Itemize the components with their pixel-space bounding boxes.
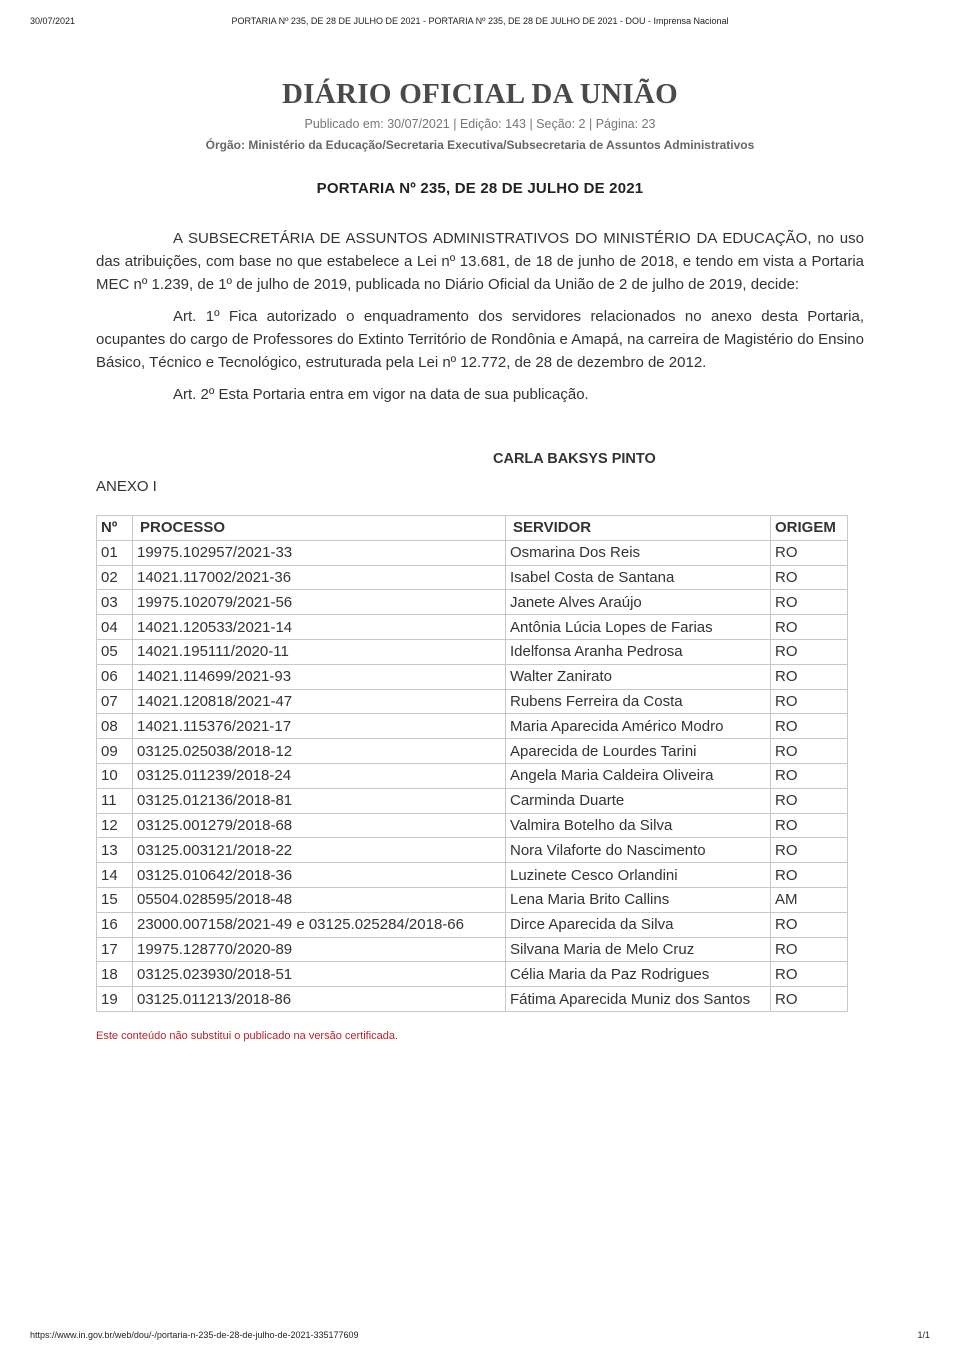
cell-servidor: Fátima Aparecida Muniz dos Santos xyxy=(506,987,771,1012)
cell-origem: RO xyxy=(771,937,848,962)
cell-servidor: Lena Maria Brito Callins xyxy=(506,887,771,912)
cell-servidor: Valmira Botelho da Silva xyxy=(506,813,771,838)
cell-servidor: Walter Zanirato xyxy=(506,664,771,689)
table-header-row xyxy=(97,516,848,541)
cell-servidor: Célia Maria da Paz Rodrigues xyxy=(506,962,771,987)
cell-origem: RO xyxy=(771,838,848,863)
cell-numero: 14 xyxy=(97,863,133,888)
cell-processo: 23000.007158/2021-49 e 03125.025284/2018-66 xyxy=(133,912,506,937)
cell-origem: RO xyxy=(771,739,848,764)
cell-servidor: Antônia Lúcia Lopes de Farias xyxy=(506,615,771,640)
annex-table xyxy=(96,515,848,1012)
masthead xyxy=(0,78,960,153)
cell-servidor: Aparecida de Lourdes Tarini xyxy=(506,739,771,764)
cell-processo: 05504.028595/2018-48 xyxy=(133,887,506,912)
cell-servidor: Dirce Aparecida da Silva xyxy=(506,912,771,937)
cell-processo: 19975.102957/2021-33 xyxy=(133,540,506,565)
table-row xyxy=(97,887,848,912)
table-row xyxy=(97,813,848,838)
cell-processo: 03125.003121/2018-22 xyxy=(133,838,506,863)
table-row xyxy=(97,565,848,590)
cell-origem: RO xyxy=(771,689,848,714)
cell-numero: 01 xyxy=(97,540,133,565)
cell-servidor: Silvana Maria de Melo Cruz xyxy=(506,937,771,962)
cell-origem: RO xyxy=(771,639,848,664)
newspaper-name: DIÁRIO OFICIAL DA UNIÃO xyxy=(281,78,679,110)
cell-processo: 03125.012136/2018-81 xyxy=(133,788,506,813)
cell-processo: 14021.117002/2021-36 xyxy=(133,565,506,590)
cell-numero: 10 xyxy=(97,763,133,788)
cell-numero: 11 xyxy=(97,788,133,813)
cell-processo: 14021.114699/2021-93 xyxy=(133,664,506,689)
cell-processo: 03125.010642/2018-36 xyxy=(133,863,506,888)
table-row xyxy=(97,962,848,987)
table-row xyxy=(97,714,848,739)
cell-servidor: Carminda Duarte xyxy=(506,788,771,813)
cell-origem: RO xyxy=(771,540,848,565)
cell-processo: 03125.023930/2018-51 xyxy=(133,962,506,987)
cell-origem: RO xyxy=(771,962,848,987)
table-row xyxy=(97,763,848,788)
cell-servidor: Maria Aparecida Américo Modro xyxy=(506,714,771,739)
cell-origem: RO xyxy=(771,813,848,838)
cell-processo: 03125.001279/2018-68 xyxy=(133,813,506,838)
cell-servidor: Isabel Costa de Santana xyxy=(506,565,771,590)
table-row xyxy=(97,590,848,615)
cell-numero: 12 xyxy=(97,813,133,838)
cell-processo: 03125.011239/2018-24 xyxy=(133,763,506,788)
cell-numero: 06 xyxy=(97,664,133,689)
cell-processo: 14021.195111/2020-11 xyxy=(133,639,506,664)
cell-processo: 19975.102079/2021-56 xyxy=(133,590,506,615)
cell-numero: 04 xyxy=(97,615,133,640)
cell-origem: RO xyxy=(771,863,848,888)
cell-numero: 18 xyxy=(97,962,133,987)
cell-numero: 08 xyxy=(97,714,133,739)
cell-processo: 19975.128770/2020-89 xyxy=(133,937,506,962)
cell-processo: 14021.115376/2021-17 xyxy=(133,714,506,739)
table-row xyxy=(97,639,848,664)
article-2-paragraph: Art. 2º Esta Portaria entra em vigor na data de sua publicação. xyxy=(173,386,589,403)
cell-servidor: Idelfonsa Aranha Pedrosa xyxy=(506,639,771,664)
print-date: 30/07/2021 xyxy=(30,16,76,26)
page-number: 1/1 xyxy=(917,1330,930,1340)
table-row xyxy=(97,838,848,863)
header-origem: ORIGEM xyxy=(771,516,848,541)
cell-servidor: Luzinete Cesco Orlandini xyxy=(506,863,771,888)
cell-processo: 03125.011213/2018-86 xyxy=(133,987,506,1012)
certification-disclaimer: Este conteúdo não substitui o publicado na versão certificada. xyxy=(96,1030,399,1042)
print-footer xyxy=(0,1330,960,1344)
header-processo: PROCESSO xyxy=(133,516,506,541)
table-row xyxy=(97,912,848,937)
publication-info: Publicado em: 30/07/2021 | Edição: 143 | Seção: 2 | Página: 23 xyxy=(304,117,656,131)
table-row xyxy=(97,937,848,962)
document-body xyxy=(96,227,864,406)
header-numero: Nº xyxy=(97,516,133,541)
cell-origem: AM xyxy=(771,887,848,912)
cell-numero: 09 xyxy=(97,739,133,764)
table-row xyxy=(97,664,848,689)
cell-origem: RO xyxy=(771,763,848,788)
cell-numero: 17 xyxy=(97,937,133,962)
article-1-paragraph: Art. 1º Fica autorizado o enquadramento dos servidores relacionados no anexo desta Portaria, ocupantes do cargo de Professores do Extinto Território de Rondônia e Amapá, na carreira de Magistério do Ensino Básico, Técnico e Tecnológico, estruturada pela Lei nº 12.772, de 28 de dezembro de 2012. xyxy=(96,308,864,371)
print-header xyxy=(0,16,960,30)
cell-origem: RO xyxy=(771,590,848,615)
cell-servidor: Rubens Ferreira da Costa xyxy=(506,689,771,714)
cell-numero: 05 xyxy=(97,639,133,664)
table-row xyxy=(97,788,848,813)
cell-origem: RO xyxy=(771,615,848,640)
cell-numero: 02 xyxy=(97,565,133,590)
cell-numero: 07 xyxy=(97,689,133,714)
preamble-paragraph: A SUBSECRETÁRIA DE ASSUNTOS ADMINISTRATIVOS DO MINISTÉRIO DA EDUCAÇÃO, no uso das atribuições, com base no que estabelece a Lei nº 13.681, de 18 de junho de 2018, e tendo em vista a Portaria MEC nº 1.239, de 1º de julho de 2019, publicada no Diário Oficial da União de 2 de julho de 2019, decide: xyxy=(96,230,864,293)
cell-origem: RO xyxy=(771,565,848,590)
cell-processo: 14021.120818/2021-47 xyxy=(133,689,506,714)
table-body xyxy=(97,540,848,1011)
annex-label: ANEXO I xyxy=(96,478,157,495)
cell-origem: RO xyxy=(771,912,848,937)
header-servidor: SERVIDOR xyxy=(506,516,771,541)
cell-origem: RO xyxy=(771,664,848,689)
cell-origem: RO xyxy=(771,714,848,739)
table-row xyxy=(97,540,848,565)
cell-numero: 03 xyxy=(97,590,133,615)
cell-numero: 16 xyxy=(97,912,133,937)
cell-origem: RO xyxy=(771,788,848,813)
cell-processo: 14021.120533/2021-14 xyxy=(133,615,506,640)
cell-numero: 13 xyxy=(97,838,133,863)
cell-processo: 03125.025038/2018-12 xyxy=(133,739,506,764)
print-url: https://www.in.gov.br/web/dou/-/portaria-n-235-de-28-de-julho-de-2021-335177609 xyxy=(30,1330,359,1340)
orgao-line: Órgão: Ministério da Educação/Secretaria Executiva/Subsecretaria de Assuntos Administrativos xyxy=(205,138,755,152)
document-title: PORTARIA Nº 235, DE 28 DE JULHO DE 2021 xyxy=(316,180,644,197)
table-row xyxy=(97,987,848,1012)
signature: CARLA BAKSYS PINTO xyxy=(493,451,656,467)
cell-numero: 19 xyxy=(97,987,133,1012)
table-row xyxy=(97,739,848,764)
cell-servidor: Janete Alves Araújo xyxy=(506,590,771,615)
cell-numero: 15 xyxy=(97,887,133,912)
table-row xyxy=(97,689,848,714)
table-row xyxy=(97,863,848,888)
table-row xyxy=(97,615,848,640)
print-page-title: PORTARIA Nº 235, DE 28 DE JULHO DE 2021 - PORTARIA Nº 235, DE 28 DE JULHO DE 2021 - DOU - Imprensa Nacional xyxy=(231,16,729,26)
cell-servidor: Nora Vilaforte do Nascimento xyxy=(506,838,771,863)
cell-servidor: Osmarina Dos Reis xyxy=(506,540,771,565)
cell-servidor: Angela Maria Caldeira Oliveira xyxy=(506,763,771,788)
cell-origem: RO xyxy=(771,987,848,1012)
